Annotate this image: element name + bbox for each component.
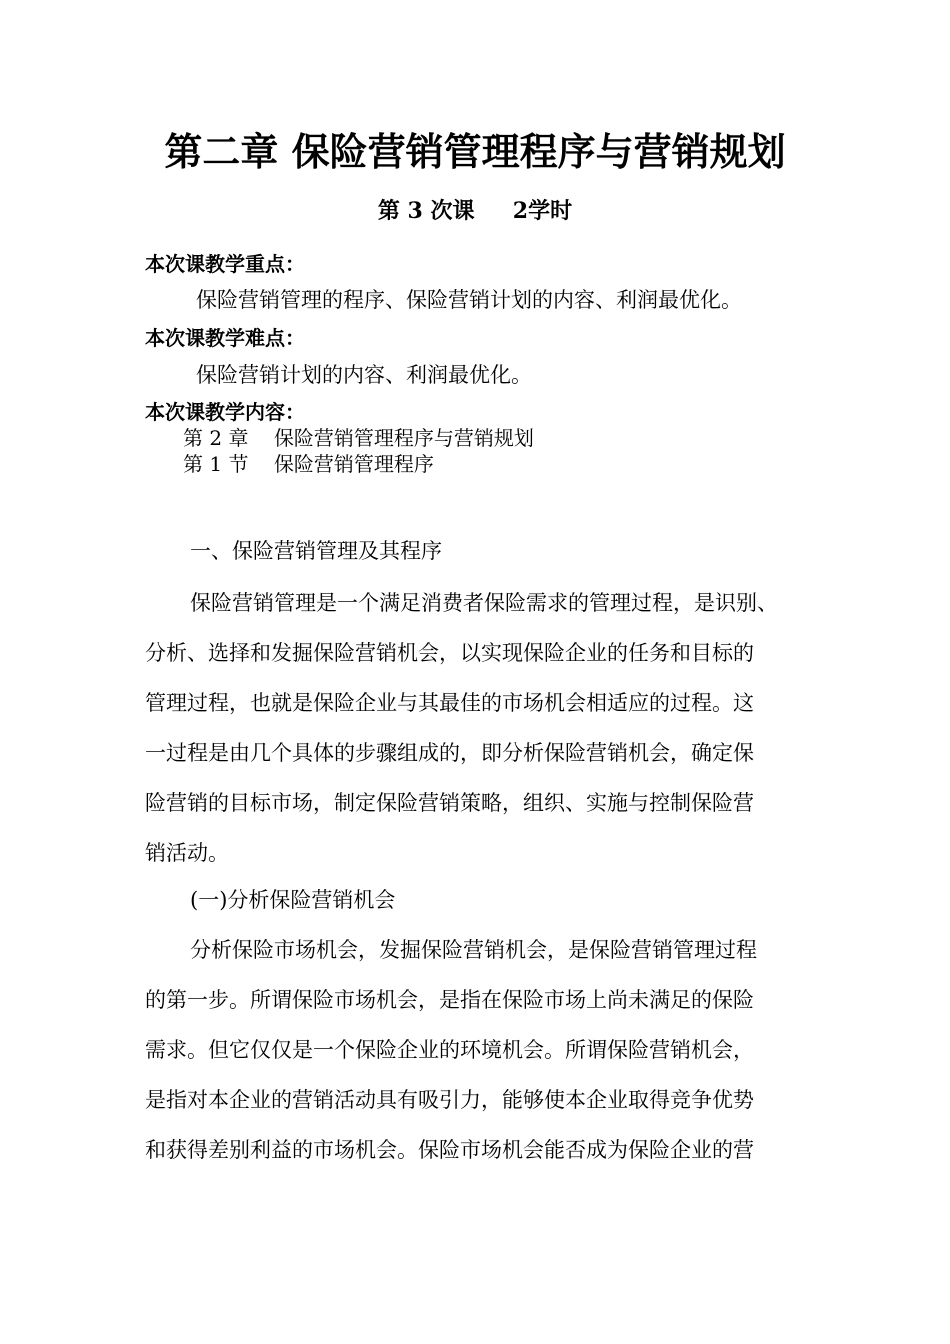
paragraph-opportunity (145, 925, 805, 1175)
paragraph-line: 和获得差别利益的市场机会。保险市场机会能否成为保险企业的营 (145, 1138, 754, 1162)
paragraph-line: 是指对本企业的营销活动具有吸引力，能够使本企业取得竞争优势 (145, 1088, 754, 1112)
subsection-heading: (一)分析保险营销机会 (190, 888, 396, 912)
lesson-subtitle: 第 3 次课 2学时 (377, 198, 573, 224)
paragraph-line: 分析、选择和发掘保险营销机会，以实现保险企业的任务和目标的 (145, 641, 754, 665)
paragraph-line: 分析保险市场机会，发掘保险营销机会，是保险营销管理过程 (190, 938, 757, 962)
difficulty-heading: 本次课教学难点： (145, 326, 305, 350)
toc-chapter: 第 2 章 保险营销管理程序与营销规划 (183, 426, 534, 450)
focus-text: 保险营销管理的程序、保险营销计划的内容、利润最优化。 (196, 288, 742, 312)
focus-heading: 本次课教学重点： (145, 252, 305, 276)
paragraph-line: 一过程是由几个具体的步骤组成的，即分析保险营销机会，确定保 (145, 741, 754, 765)
content-heading: 本次课教学内容： (145, 400, 305, 424)
paragraph-line: 销活动。 (145, 841, 229, 865)
paragraph-line: 需求。但它仅仅是一个保险企业的环境机会。所谓保险营销机会， (145, 1038, 754, 1062)
paragraph-line: 管理过程，也就是保险企业与其最佳的市场机会相适应的过程。这 (145, 691, 754, 715)
paragraph-line: 险营销的目标市场，制定保险营销策略，组织、实施与控制保险营 (145, 791, 754, 815)
paragraph-line: 的第一步。所谓保险市场机会，是指在保险市场上尚未满足的保险 (145, 988, 754, 1012)
paragraph-line: 保险营销管理是一个满足消费者保险需求的管理过程，是识别、 (190, 591, 778, 615)
toc-section: 第 1 节 保险营销管理程序 (183, 452, 434, 476)
paragraph-management (145, 578, 805, 878)
section-heading: 一、保险营销管理及其程序 (190, 539, 442, 563)
difficulty-text: 保险营销计划的内容、利润最优化。 (196, 363, 532, 387)
chapter-title: 第二章 保险营销管理程序与营销规划 (164, 129, 786, 174)
